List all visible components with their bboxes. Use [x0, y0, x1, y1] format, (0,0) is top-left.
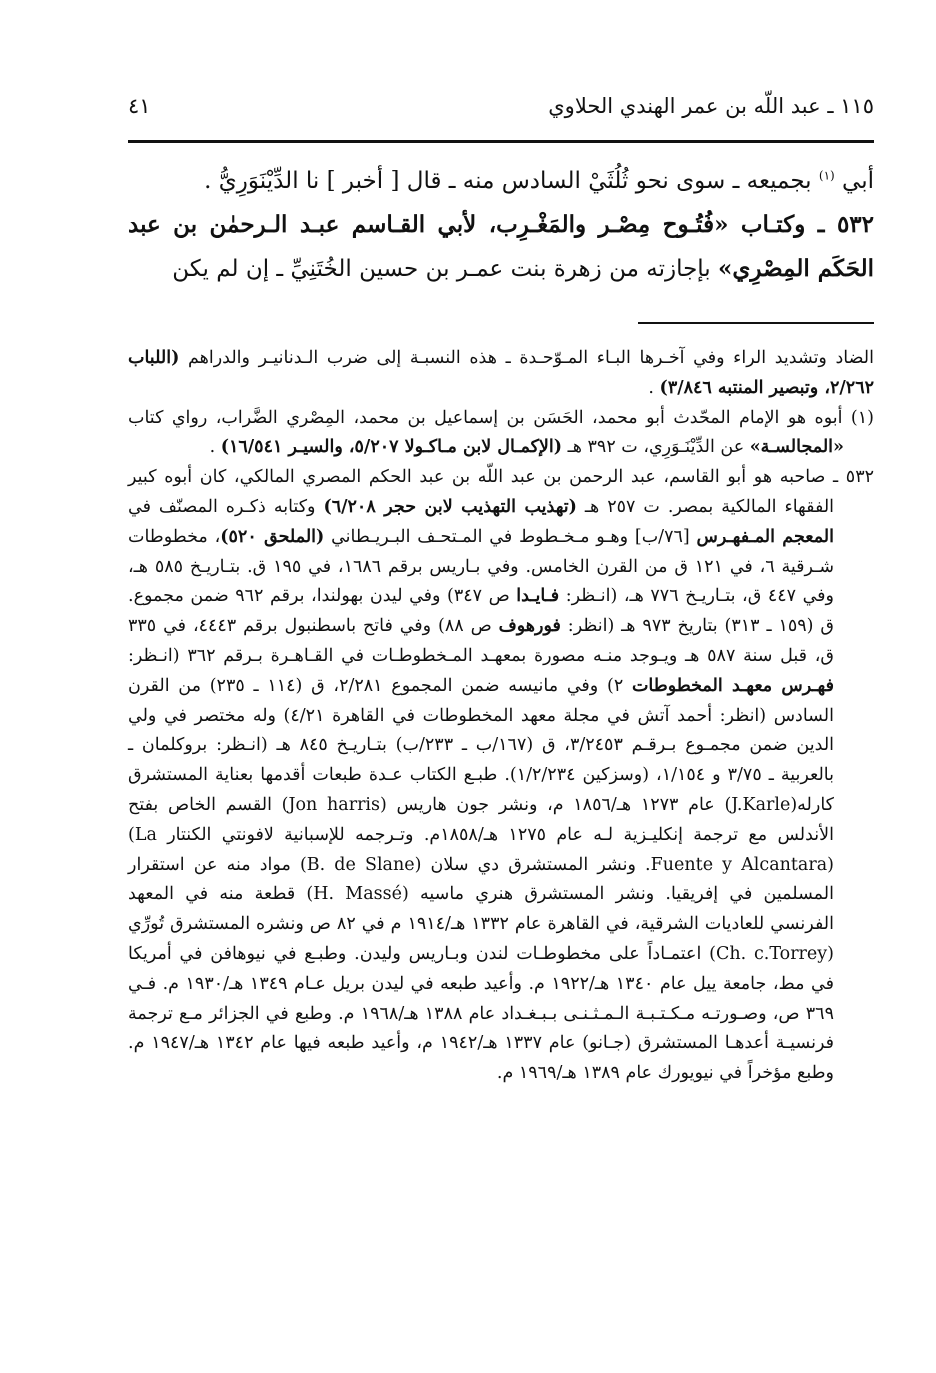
note-text: ٢) وفي مانيسه ضمن المجموع ٢/٢٨١، ق (١١٤ ـ ٢٣٥) من القرن السادس (انظر: أحمد آتش في مجلة معهد المخطوطات في القاهرة ٤/٢١) وله مختصر في ولي الدين ضمن مجمـوع بـرقـم ٣/٢٤٥٣، ق (١٦٧/ب ـ ٢٣٣/ب) بتـاريـخ ٨٤٥ هـ (انـظر: بروكلمان ـ بالعربية ـ ٣/٧٥ و ١/١٥٤، (وسزكين ١/٢/٢٣٤). طبـع الكتاب عـدة طبعات أقدمها بعناية المستشرق كارله [128, 675, 835, 815]
footnote-532 [128, 463, 874, 1089]
note-citation: «المجالسـة» [749, 437, 844, 458]
page-header [128, 92, 874, 120]
note-citation: (اللباب ٢/٢٦٢، وتبصير المنتبه ٣/٨٤٦) [128, 348, 874, 398]
footnote-1 [128, 404, 874, 464]
latin-name: (La Fuente y Alcantara) [128, 824, 834, 875]
main-text-run: بإجازته من زهرة بنت عمـر بن حسين الخُتَنِيِّ ـ إن لم يكن [172, 256, 719, 282]
note-citation: (الملحق ٥٢٠) [220, 526, 325, 547]
footnote-continuation [128, 344, 874, 404]
note-citation: (الإكمـال لابن مـاكـولا ٥/٢٠٧، والسيـر ١٦/٥٤١) [220, 437, 563, 458]
note-text: (١) أبوه هو الإمام المحّدث أبو محمد، الحَسَن بن إسماعيل بن محمد، المِصْري الضَّراب، رواي كتاب [128, 407, 874, 428]
note-text: وكتابه ذكـره المصنّف في [128, 496, 324, 517]
header-rule [128, 140, 874, 143]
entry-532-heading: ٥٣٢ ـ وكتـاب «فُتُـوح مِصْـر والمَغْـرِب، لأبي القـاسم عبـد الـرحمٰن بن عبد الحَكَم المِصْرِي» [128, 211, 874, 282]
latin-name: (H. Massé) [306, 884, 409, 905]
footnotes [128, 344, 874, 1089]
note-text: ، مخطوطات شـرقية ٦، في ١٢١ ق من القرن الخامس. وفي بـاريس برقم ١٦٨٦، في ١٩٥ ق. بتـاريـخ ٥٨٥ هـ، وفي ٤٤٧ ق، بتـاريـخ ٧٧٦ هـ، (انـظر: [128, 526, 834, 607]
footnote-ref-1: (١) [818, 168, 835, 183]
note-citation: المعجم المـفهـرس [696, 526, 834, 547]
latin-name: (J.Karle) [724, 794, 798, 815]
note-text: ص ٣٤٧) وفي ليدن بهولندا، برقم ٩٦٢ ضمن مجموع. ق (١٥٩ ـ ٣١٣) بتاريخ ٩٧٣ هـ (انظر: [128, 586, 834, 637]
note-text: القسم الخاص بفتح الأندلس مع ترجمة إنكليـزية لـه عام ١٢٧٥ هـ/١٨٥٨م. وتـرجمه للإسبانية لافونتي الكنتار [128, 794, 834, 845]
note-text: الضاد وتشديد الراء وفي آخـرها البـاء المـوّحـدة ـ هذه النسبـة إلى ضرب الـدنانيـر والدراهم [179, 348, 874, 368]
main-paragraph-1 [128, 160, 874, 203]
footnote-separator [638, 322, 874, 324]
note-text: اعتمـاداً على مخطوطـات لندن وبـاريس وليدن. وطبـع في نيوهافن في أمريكا في مط، جامعة ييل عام ١٣٤٠ هـ/١٩٢٢ م. وأعيد طبعه في ليدن بريل عـام ١٣٤٩ هـ/١٩٣٠ م. فـي ٣٦٩ ص، وصـورتـه مـكـتـبـة الـمـثـنـى بـبـغـداد عام ١٣٨٨ هـ/١٩٦٨ م. وطبع في الجزائر مـع ترجمة فرنسيـة أعدهـا المستشرق (جـانو) عام ١٣٣٧ هـ/١٩٤٢ م، وأعيد طبعه فيها عام ١٣٤٢ هـ/١٩٤٧ م. وطبع مؤخراً في نيويورك عام ١٣٨٩ هـ/١٩٦٩ م. [128, 943, 834, 1084]
note-text: عام ١٢٧٣ هـ/١٨٥٦ م، ونشر جون هاريس [386, 794, 725, 815]
note-text: ص ٨٨) وفي فاتح باسطنبول برقم ٤٤٤٣، في ٣٣٥ ق، قبل سنة ٥٨٧ هـ ويـوجد منـه مصورة بمعهـد المـخطوطـات في القـاهـرة بـرقم ٣٦٢ (انـظر: [128, 616, 834, 666]
note-text: ٥٣٢ ـ صاحبه هو أبو القاسم، عبد الرحمن بن عبد اللّه بن عبد الحكم المصري المالكي، كان أبوه كبير الفقهاء المالكية بمصر. ت ٢٥٧ هـ [128, 467, 874, 517]
running-title: ١١٥ ـ عبد اللّه بن عمر الهندي الحلاوي [548, 94, 874, 118]
note-citation: فـايـدا [516, 586, 560, 607]
main-text-run: بجميعه ـ سوى نحو ثُلُثَيْ السادس منه ـ قال [ أخبر ] نا الدِّيْنَوَرِيُّ . [204, 168, 819, 194]
page-number: ٤١ [128, 94, 151, 118]
note-text: عن الدِّيْنَـوَرِي، ت ٣٩٢ هـ [562, 437, 750, 458]
note-citation: (تهذيب التهذيب لابن حجر ٦/٢٠٨) [323, 496, 577, 517]
latin-name: (Ch. c.Torrey) [709, 943, 834, 964]
note-text: . [209, 437, 221, 458]
note-text: . [648, 377, 660, 398]
note-text: مواد منه عن استقرار المسلمين في إفريقيا. ونشر المستشرق هنري ماسيه [128, 854, 834, 905]
note-text: [٧٦/ب] وهـو مـخـطوط في المـتحـف البـريـطاني [324, 526, 697, 547]
main-text-run: أبي [834, 168, 874, 194]
main-text [128, 160, 874, 291]
note-citation: فهـرس معهـد المخطوطات [631, 675, 834, 696]
latin-name: (Jon harris) [281, 794, 387, 815]
latin-name: (B. de Slane) [299, 854, 422, 875]
note-text: . ونشر المستشرق دي سلان [421, 854, 651, 875]
note-text: قطعة منه في المعهد الفرنسي للعاديات الشرقية، في القاهرة عام ١٣٣٢ هـ/١٩١٤ م في ٨٢ ص ونشره المستشرق تُورِّي [128, 884, 834, 935]
main-paragraph-2 [128, 203, 874, 291]
note-citation: فورهوف [498, 616, 561, 637]
